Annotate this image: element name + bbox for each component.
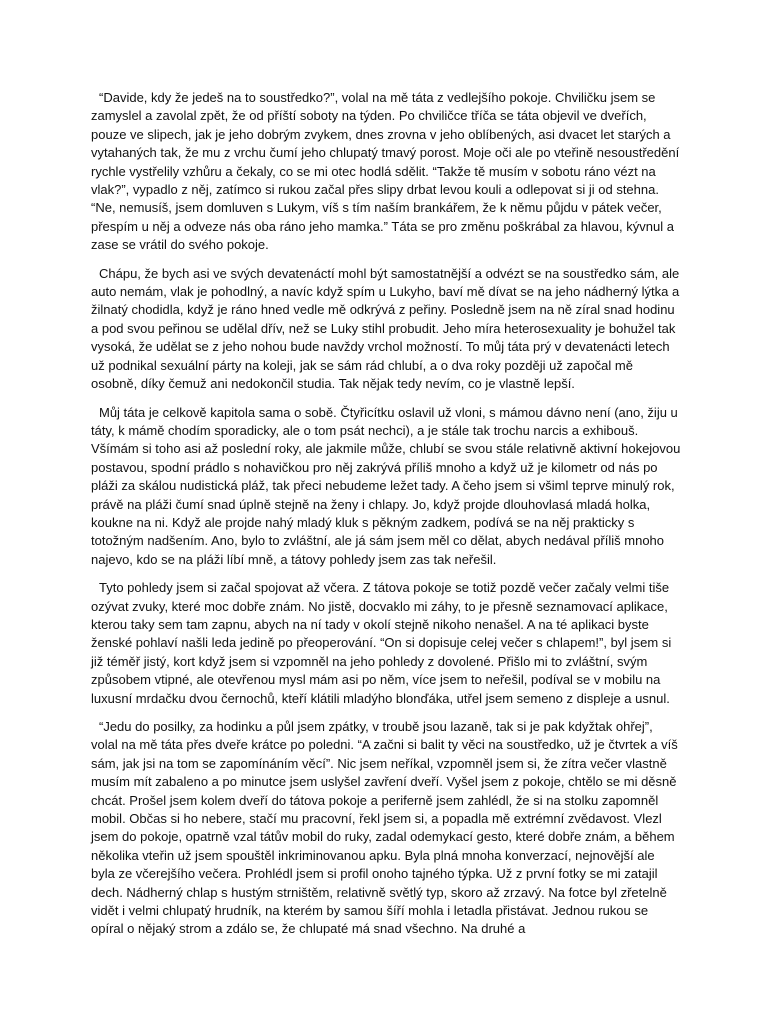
- document-page: [91, 89, 681, 949]
- paragraph-4: Tyto pohledy jsem si začal spojovat až včera. Z tátova pokoje se totiž pozdě večer začaly velmi tiše ozývat zvuky, které moc dobře znám. No jistě, docvaklo mi záhy, to je přesně seznamovací aplikace, kterou taky sem tam zapnu, abych na ní tady v okolí stejně nikoho nenašel. A na té aplikaci byste ženské pohlaví našli leda jedině po přeoperování. “On si dopisuje celej večer s chlapem!”, byl jsem si již téměř jistý, kort když jsem si vzpomněl na jeho pohledy z dovolené. Přišlo mi to zvláštní, svým způsobem vtipné, ale otevřenou mysl mám asi po něm, více jsem to neřešil, podíval se v mobilu na luxusní mrdačku dvou černochů, kteří klátili mladýho blonďáka, utřel jsem semeno z displeje a usnul.: [91, 580, 672, 706]
- paragraph-3: Můj táta je celkově kapitola sama o sobě. Čtyřicítku oslavil už vloni, s mámou dávno není (ano, žiju u táty, k mámě chodím sporadicky, ale o tom psát nechci), a je stále tak trochu narcis a exhibouš. Všímám si toho asi až poslední roky, ale jakmile může, chlubí se svou stále relativně aktivní hokejovou postavou, spodní prádlo s nohavičkou pro něj zakrývá příliš mnoho a když už je kilometr od nás po pláži za skálou nudistická pláž, tak přeci nebudeme ležet tady. A čeho jsem si všiml teprve minulý rok, právě na pláži čumí snad úplně stejně na ženy i chlapy. Jo, když projde dlouhovlasá mladá holka, koukne na ni. Když ale projde nahý mladý kluk s pěkným zadkem, podívá se na něj prakticky s totožným nadšením. Ano, bylo to zvláštní, ale já sám jsem měl co dělat, abych nedával příliš mnoho najevo, kdo se na pláži líbí mně, a tátovy pohledy jsem zas tak neřešil.: [91, 404, 681, 567]
- paragraph-2: Chápu, že bych asi ve svých devatenáctí mohl být samostatnější a odvézt se na soustředko sám, ale auto nemám, vlak je pohodlný, a navíc když spím u Lukyho, baví mě dívat se na jeho nádherný lýtka a žilnatý chodidla, když je ráno hned vedle mě odkrývá z peřiny. Posledně jsem na ně zíral snad hodinu a pod svou peřinou se udělal dřív, než se Luky stihl probudit. Jeho míra heterosexuality je bohužel tak vysoká, že udělat se z jeho nohou bude navždy vrchol možností. To můj táta prý v devatenácti letech už podnikal sexuální párty na koleji, jak se sám rád chlubí, a o dva roky později už započal mě osobně, díky čemuž ani nedokončil studia. Tak nějak tedy nevím, co je vlastně lepší.: [91, 265, 680, 392]
- paragraph-5: “Jedu do posilky, za hodinku a půl jsem zpátky, v troubě jsou lazaně, tak si je pak kdyžtak ohřej”, volal na mě táta přes dveře krátce po poledni. “A začni si balit ty věci na soustředko, už je čtvrtek a víš sám, jak jsi na tom se zapomínáním věcí”. Nic jsem neříkal, vzpomněl jsem si, že zítra večer vlastně musím mít zabaleno a po minutce jsem uslyšel zavření dveří. Vyšel jsem z pokoje, chtělo se mi děsně chcát. Prošel jsem kolem dveří do tátova pokoje a periferně jsem zahlédl, že si na stolku zapomněl mobil. Občas si ho nebere, stačí mu pracovní, řekl jsem si, a popadla mě extrémní zvědavost. Vlezl jsem do pokoje, opatrně vzal tátův mobil do ruky, zadal odemykací gesto, které dobře znám, a během několika vteřin už jsem spouštěl inkriminovanou apku. Byla plná mnoha konverzací, nejnovější ale byla ze včerejšího večera. Prohlédl jsem si profil onoho tajného týpka. Už z první fotky se mi zatajil dech. Nádherný chlap s hustým strništěm, relativně světlý typ, skoro až zrzavý. Na fotce byl zřetelně vidět i velmi chlupatý hrudník, na kterém by samou šíří mohla i letadla přistávat. Jednou rukou se opíral o nějaký strom a zdálo se, že chlupaté má snad všechno. Na druhé a: [91, 719, 678, 937]
- paragraph-1: “Davide, kdy že jedeš na to soustředko?”, volal na mě táta z vedlejšího pokoje. Chviličku jsem se zamyslel a zavolal zpět, že od příští soboty na týden. Po chviličce tříča se táta objevil ve dveřích, pouze ve slipech, jak je jeho dobrým zvykem, dnes zrovna v jeho oblíbených, asi dvacet let starých a vytahaných tak, že mu z vrchu čumí jeho chlupatý tmavý porost. Moje oči ale po vteřině nesoustředění rychle vystřelily vzhůru a čekaly, co se mi otec hodlá sdělit. “Takže tě musím v sobotu ráno vézt na vlak?”, vypadlo z něj, zatímco si rukou začal přes slipy drbat levou kouli a odlepovat si ji od stehna. “Ne, nemusíš, jsem domluven s Lukym, víš s tím naším brankářem, že k němu půjdu v pátek večer, přespím u něj a odveze nás oba ráno jeho mamka.” Táta se pro změnu poškrábal za hlavou, kývnul a zase se vrátil do svého pokoje.: [91, 90, 680, 253]
